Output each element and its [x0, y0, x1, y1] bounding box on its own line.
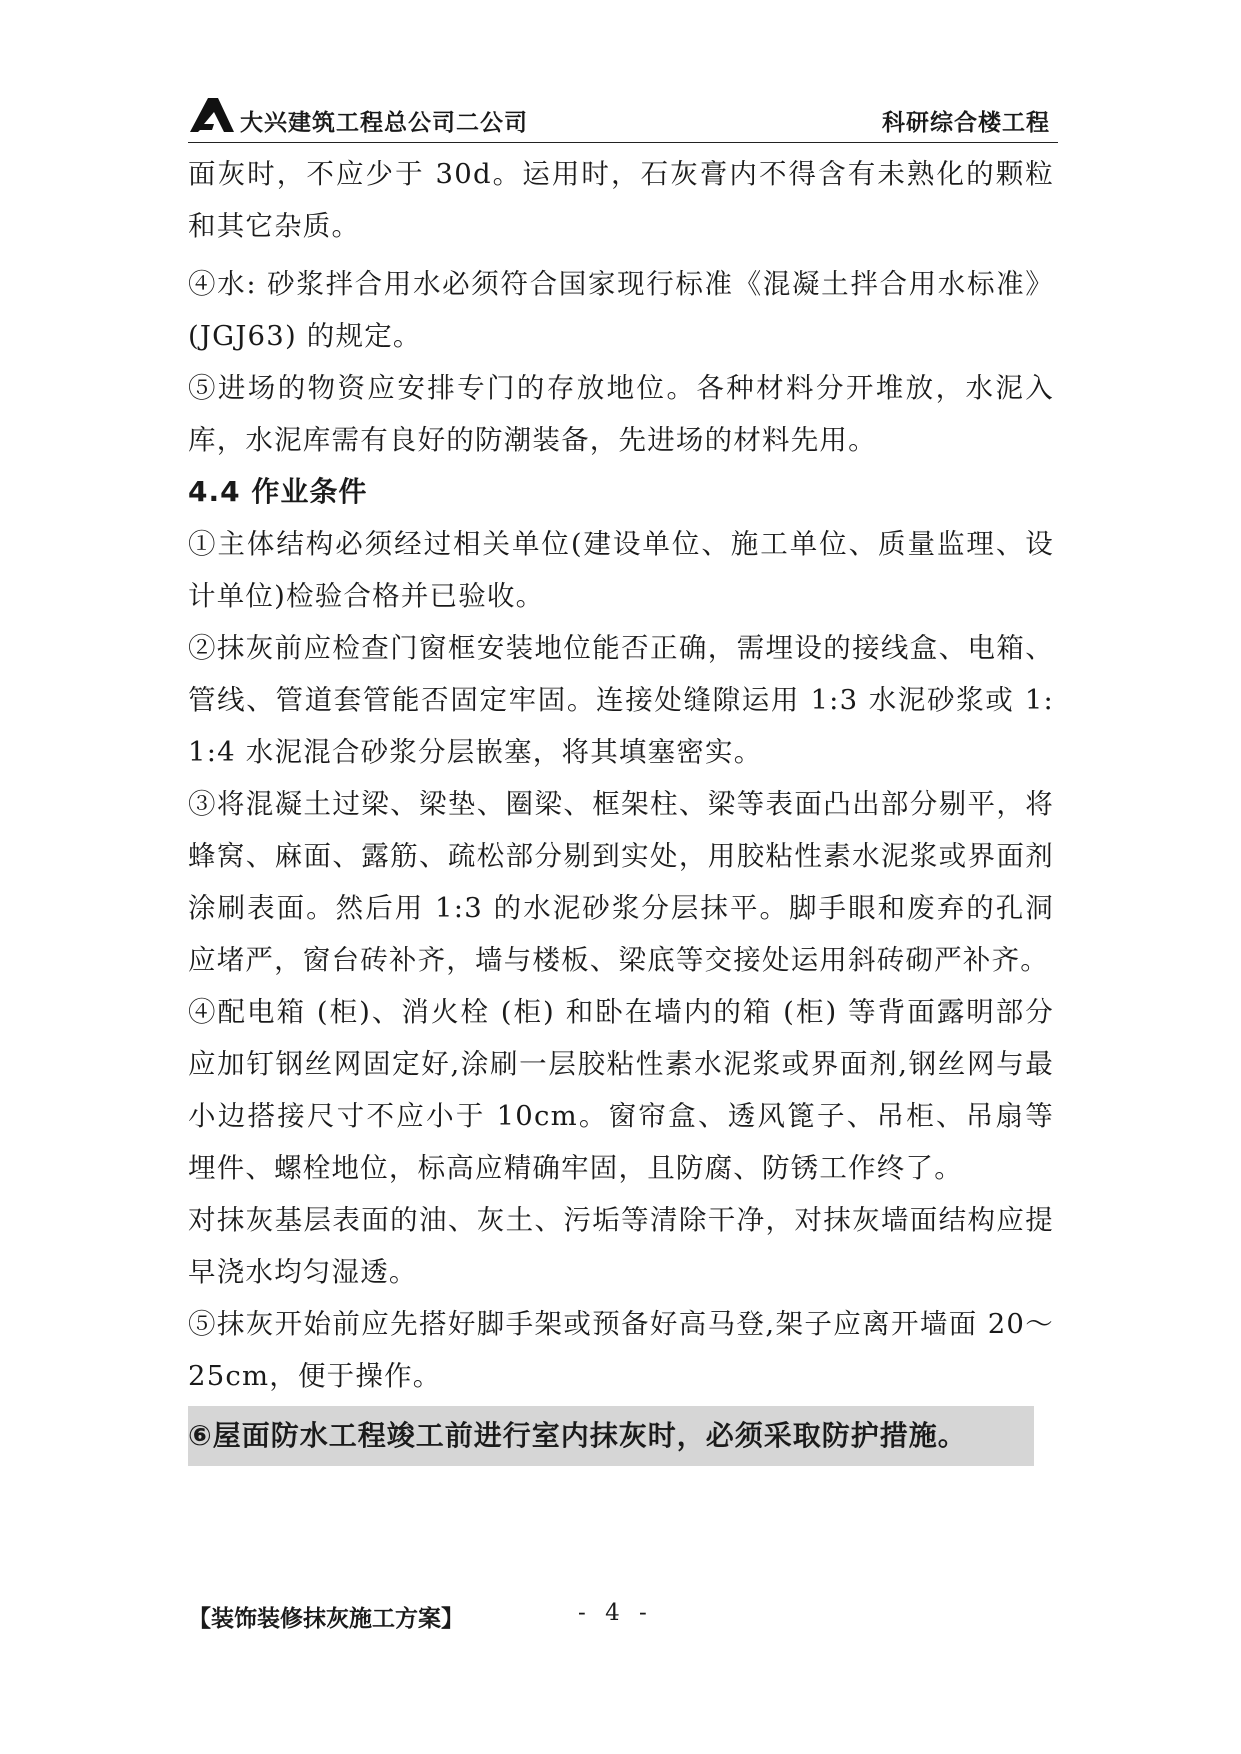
project-name: 科研综合楼工程 [882, 110, 1050, 136]
paragraph-structure-acceptance: ①主体结构必须经过相关单位(建设单位、施工单位、质量监理、设计单位)检验合格并已验收。 [188, 528, 1054, 612]
paragraph-scaffolding: ⑤抹灰开始前应先搭好脚手架或预备好高马登,架子应离开墙面 20～25cm，便于操作。 [188, 1308, 1054, 1392]
paragraph-base-cleaning: 对抹灰基层表面的油、灰土、污垢等清除干净，对抹灰墙面结构应提早浇水均匀湿透。 [188, 1204, 1054, 1288]
paragraph-frame-check: ②抹灰前应检查门窗框安装地位能否正确，需埋设的接线盒、电箱、管线、管道套管能否固定牢固。连接处缝隙运用 1:3 水泥砂浆或 1:1:4 水泥混合砂浆分层嵌塞，将其填塞密实。 [188, 632, 1054, 768]
paragraph-surface-treatment: ③将混凝土过梁、梁垫、圈梁、框架柱、梁等表面凸出部分剔平，将蜂窝、麻面、露筋、疏松部分剔到实处，用胶粘性素水泥浆或界面剂涂刷表面。然后用 1:3 的水泥砂浆分层抹平。脚手眼和废弃的孔洞应堵严，窗台砖补齐，墙与楼板、梁底等交接处运用斜砖砌严补齐。 [188, 788, 1054, 976]
paragraph-lime-paste: 面灰时，不应少于 30d。运用时，石灰膏内不得含有未熟化的颗粒和其它杂质。 [188, 158, 1054, 242]
paragraph-embedded-boxes: ④配电箱 (柜)、消火栓 (柜) 和卧在墙内的箱 (柜) 等背面露明部分应加钉钢丝网固定好,涂刷一层胶粘性素水泥浆或界面剂,钢丝网与最小边搭接尺寸不应小于 10cm。窗帘盒、透风篦子、吊柜、吊扇等埋件、螺栓地位，标高应精确牢固，且防腐、防锈工作终了。 [188, 996, 1054, 1184]
company-logo-icon [188, 94, 236, 134]
section-heading: 4.4 作业条件 [188, 475, 368, 508]
paragraph-material-storage: ⑤进场的物资应安排专门的存放地位。各种材料分开堆放，水泥入库，水泥库需有良好的防潮装备，先进场的材料先用。 [188, 372, 1054, 456]
company-name: 大兴建筑工程总公司二公司 [240, 110, 528, 136]
header-divider [188, 142, 1058, 143]
document-title: 【装饰装修抹灰施工方案】 [188, 1606, 464, 1632]
page-footer [188, 1600, 1058, 1640]
page-header [188, 88, 1058, 142]
page-number: - 4 - [578, 1600, 653, 1626]
highlighted-paragraph-waterproofing: ⑥屋面防水工程竣工前进行室内抹灰时，必须采取防护措施。 [188, 1406, 1034, 1466]
document-body [188, 148, 1054, 1466]
paragraph-water: ④水: 砂浆拌合用水必须符合国家现行标准《混凝土拌合用水标准》(JGJ63) 的规定。 [188, 268, 1054, 352]
